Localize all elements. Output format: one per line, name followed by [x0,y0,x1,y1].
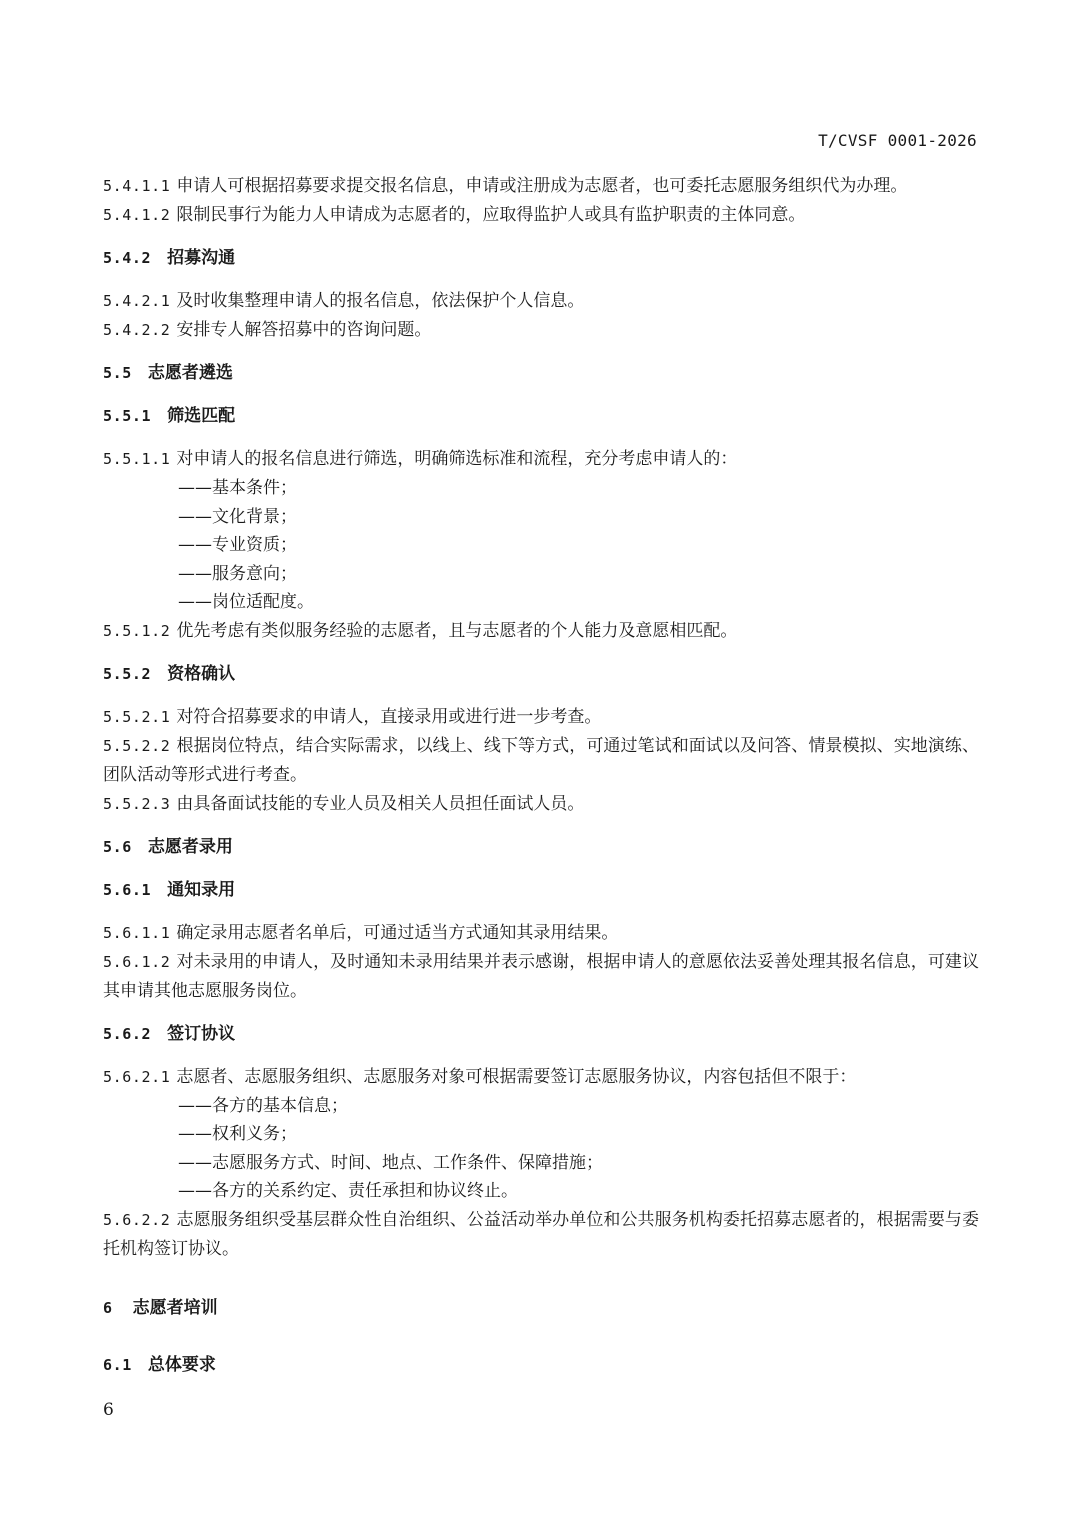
list-item: ——专业资质； [178,535,297,555]
clause-text: 确定录用志愿者名单后，可通过适当方式通知其录用结果。 [176,922,619,943]
heading-title: 志愿者录用 [147,836,233,857]
clause-5-5-2-1 [103,703,979,732]
clause-number: 5.6.1.1 [103,923,171,942]
document-body [103,172,979,1394]
clause-text: 优先考虑有类似服务经验的志愿者，且与志愿者的个人能力及意愿相匹配。 [176,620,738,641]
heading-title: 志愿者遴选 [147,363,233,383]
heading-number: 5.6.1 [103,880,152,899]
heading-5-6 [103,833,979,862]
clause-text: 申请人可根据招募要求提交报名信息，申请或注册成为志愿者，也可委托志愿服务组织代为办理。 [176,176,908,196]
clause-number: 5.5.2.3 [103,794,171,813]
clause-text: 及时收集整理申请人的报名信息，依法保护个人信息。 [176,291,585,311]
list-item: ——志愿服务方式、时间、地点、工作条件、保障措施； [178,1152,603,1173]
heading-number: 6.1 [103,1355,132,1374]
clause-text: 志愿者、志愿服务组织、志愿服务对象可根据需要签订志愿服务协议，内容包括但不限于： [176,1066,857,1087]
heading-title: 通知录用 [167,879,236,900]
clause-5-5-1-2 [103,617,979,646]
heading-number: 5.4.2 [103,249,152,267]
document-code: T/CVSF 0001-2026 [818,131,977,150]
clause-number: 5.4.1.1 [103,177,171,195]
heading-6-1 [103,1351,979,1380]
heading-number: 6 [103,1298,113,1317]
clause-5-6-1-1 [103,919,979,948]
clause-text: 限制民事行为能力人申请成为志愿者的，应取得监护人或具有监护职责的主体同意。 [176,205,806,225]
heading-title: 签订协议 [167,1023,236,1044]
clause-text: 根据岗位特点，结合实际需求，以线上、线下等方式，可通过笔试和面试以及问答、情景模拟、实地演练、团队活动等形式进行考查。 [103,735,979,785]
clause-5-4-2-1 [103,287,979,316]
clause-text: 对未录用的申请人，及时通知未录用结果并表示感谢，根据申请人的意愿依法妥善处理其报名信息，可建议其申请其他志愿服务岗位。 [103,951,979,1001]
heading-title: 志愿者培训 [132,1297,218,1318]
clause-text: 由具备面试技能的专业人员及相关人员担任面试人员。 [176,793,585,814]
clause-5-4-1-1 [103,172,979,201]
clause-number: 5.6.2.2 [103,1210,171,1229]
heading-5-4-2 [103,244,979,273]
list-item: ——服务意向； [178,563,297,584]
list-item: ——各方的关系约定、责任承担和协议终止。 [178,1181,518,1201]
heading-5-5-2 [103,660,979,689]
heading-number: 5.5.1 [103,407,152,425]
clause-5-5-1-1 [103,445,979,474]
clause-5-5-2-3 [103,790,979,819]
clause-number: 5.4.1.2 [103,206,171,224]
clause-number: 5.5.1.2 [103,621,171,640]
list-item: ——岗位适配度。 [178,592,314,612]
list-item: ——各方的基本信息； [178,1095,348,1116]
clause-number: 5.4.2.2 [103,321,171,339]
heading-number: 5.5.2 [103,664,152,683]
heading-title: 招募沟通 [167,248,236,268]
heading-title: 总体要求 [147,1354,216,1375]
heading-number: 5.5 [103,364,132,382]
clause-number: 5.5.2.2 [103,736,171,755]
list-item: ——文化背景； [178,506,297,527]
clause-text: 对符合招募要求的申请人，直接录用或进行进一步考查。 [176,706,602,727]
clause-number: 5.5.2.1 [103,707,171,726]
page-number: 6 [103,1400,114,1420]
clause-5-5-2-2 [103,732,979,790]
heading-5-5 [103,359,979,388]
heading-number: 5.6.2 [103,1024,152,1043]
clause-number: 5.4.2.1 [103,292,171,310]
clause-number: 5.6.1.2 [103,952,171,971]
heading-title: 资格确认 [167,663,236,684]
list-item: ——权利义务； [178,1124,297,1144]
clause-text: 安排专人解答招募中的咨询问题。 [176,320,432,340]
heading-5-6-2 [103,1020,979,1049]
clause-5-6-2-1 [103,1063,979,1092]
clause-text: 志愿服务组织受基层群众性自治组织、公益活动举办单位和公共服务机构委托招募志愿者的，根据需要与委托机构签订协议。 [103,1209,979,1259]
clause-5-6-1-2 [103,948,979,1006]
clause-5-4-1-2 [103,201,979,230]
heading-6 [103,1294,979,1323]
clause-5-6-2-2 [103,1206,979,1264]
heading-5-6-1 [103,876,979,905]
heading-title: 筛选匹配 [167,406,236,426]
list-item: ——基本条件； [178,478,297,498]
clause-number: 5.6.2.1 [103,1067,171,1086]
clause-5-4-2-2 [103,316,979,345]
heading-number: 5.6 [103,837,132,856]
heading-5-5-1 [103,402,979,431]
clause-number: 5.5.1.1 [103,450,171,468]
clause-text: 对申请人的报名信息进行筛选，明确筛选标准和流程，充分考虑申请人的： [176,449,738,469]
